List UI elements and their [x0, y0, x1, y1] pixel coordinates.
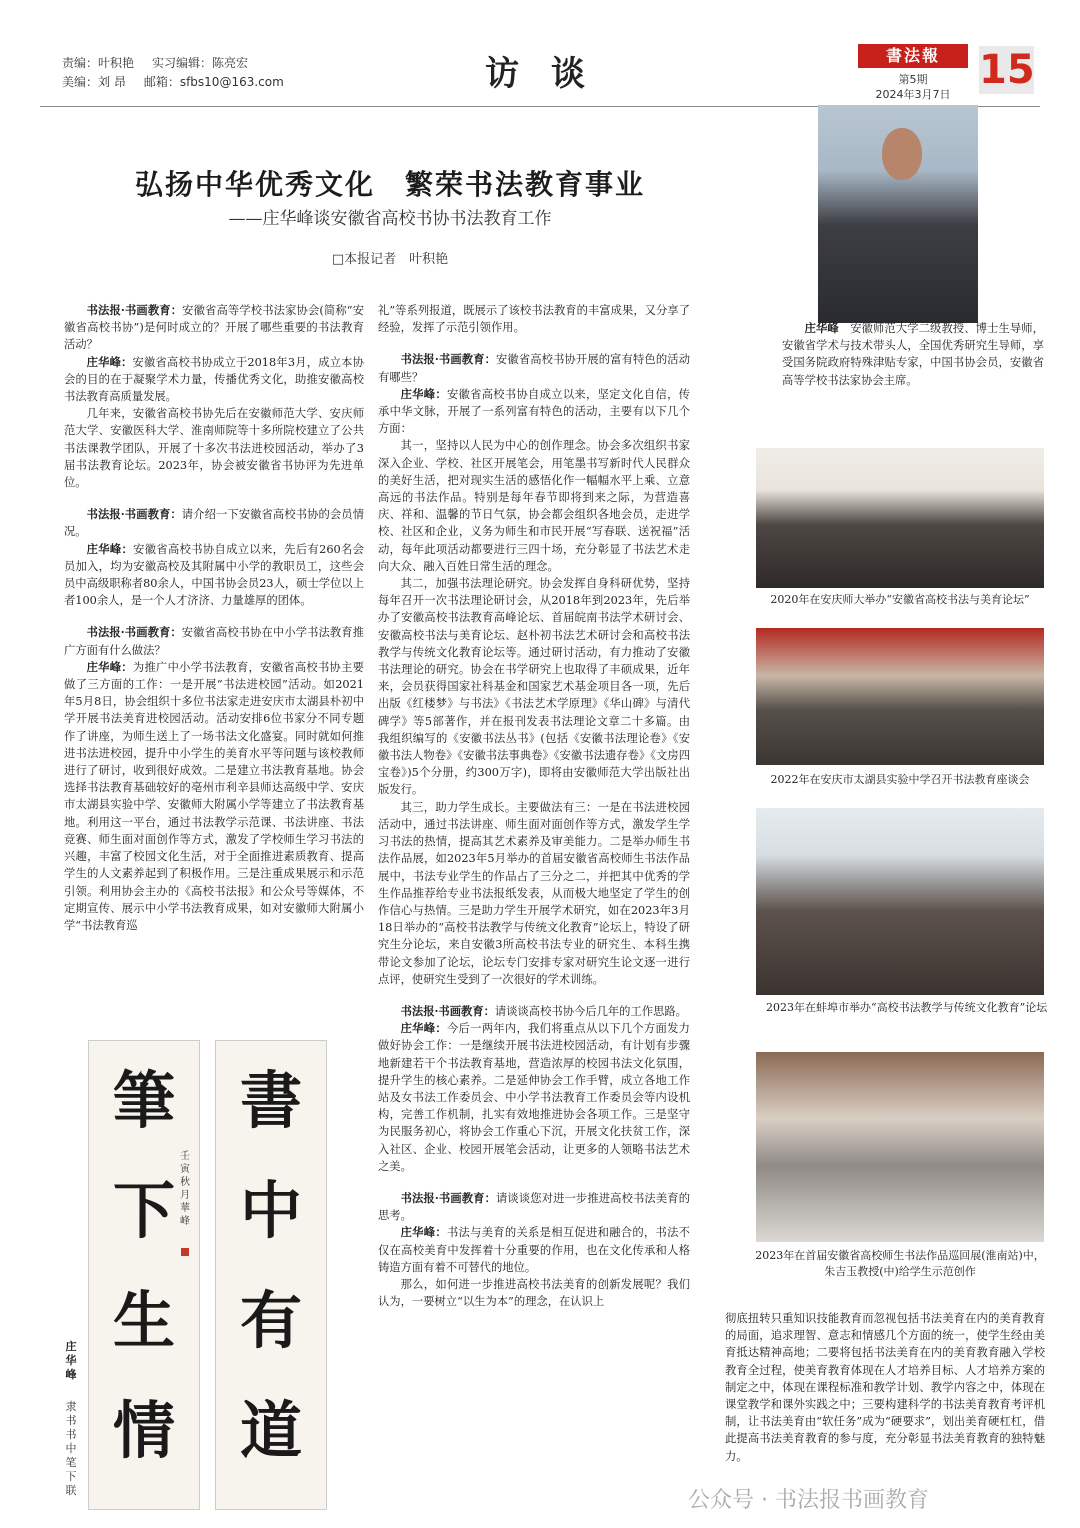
paragraph-text: 请谈谈您对进一步推进高校书法美育的思考。 [378, 1191, 690, 1223]
paragraph-text: 其一，坚持以人民为中心的创作理念。协会多次组织书家深入企业、学校、社区开展笔会，用笔墨书写新时代人民群众的美好生活，把对现实生活的感悟化作一幅幅水平上乘、立意高远的书法作品。特别是每年春节即将到来之际，为营造喜庆、祥和、温馨的节日气氛，协会都会组织各地会员，走进学校、社区和企业，义务为师生和市民开展“写春联、送祝福”活动，每年此项活动都要进行三四十场，充分彰显了书法艺术走向大众、融入百姓日常生活的理念。 [378, 439, 690, 573]
interview-answer [378, 386, 690, 438]
interview-answer [378, 1224, 690, 1276]
speaker-label: 庄华峰： [86, 541, 134, 556]
calligraphy-char: 有 [239, 1284, 302, 1357]
speaker-label: 书法报·书画教育： [400, 1003, 495, 1018]
portrait-face [882, 128, 922, 180]
paragraph-text: 安徽省高校书协自成立以来，先后有260名会员加入，均为安徽高校及其附属中小学的教职员工，这些会员中高级职称者80余人，中国书协会员23人，硕士学位以上者100余人，是一个人才济济、力量雄厚的团体。 [64, 542, 364, 608]
portrait-caption [782, 320, 1044, 389]
paragraph-text: 安徽省高校书协在中小学书法教育推广方面有什么做法？ [64, 626, 364, 657]
page-number: 15 [976, 46, 1034, 94]
interview-answer [64, 354, 364, 406]
paragraph-text: 几年来，安徽省高校书协先后在安徽师范大学、安庆师范大学、安徽医科大学、淮南师院等十多所院校建立了公共书法课教学团队，开展了十多次书法进校园活动，举办了3届书法教育论坛。2023年，协会被安徽省书协评为先进单位。 [64, 407, 364, 490]
paragraph-text: 为推广中小学书法教育，安徽省高校书协主要做了三方面的工作：一是开展“书法进校园”活动。如2021年5月8日，协会组织十多位书法家走进安庆市太湖县朴初中学开展书法美育进校园活动。活动安排6位书家分不同专题作了讲座，为师生送上了一场书法文化盛宴。同时就如何推进书法进校园，提升中小学生的美育水平等问题与该校教师进行了研讨，收到很好成效。二是建立书法教育基地。协会选择书法教育基础较好的亳州市利辛县师达高级中学、安庆市太湖县实验中学、安徽师大附属小学等建立了书法教育基地。利用这一平台，通过书法教学示范课、书法讲座、书法竞赛、师生面对面创作等方式，激发了学校师生学习书法的兴趣，丰富了校园文化生活，对于全面推进素质教育、提高学生的人文素养起到了积极作用。三是注重成果展示和示范引领。利用协会主办的《高校书法报》和公众号等媒体，不定期宣传、展示中小学书法教育成果，如对安徽师大附属小学“书法教育巡 [64, 660, 364, 932]
speaker-label: 书法报·书画教育： [400, 1190, 496, 1205]
photo-caption-3: 2023年在蚌埠市举办“高校书法教学与传统文化教育”论坛 [766, 1001, 1048, 1014]
interview-answer [64, 659, 364, 934]
speaker-label: 庄华峰： [400, 386, 447, 401]
speaker-label: 书法报·书画教育： [86, 507, 182, 522]
interview-question [64, 302, 364, 354]
editor-credit: 责编：叶积艳 [62, 56, 135, 70]
paragraph-text: 安徽省高校书协自成立以来，坚定文化自信，传承中华文脉，开展了一系列富有特色的活动，主要有以下几个方面： [378, 387, 690, 436]
speaker-label: 庄华峰： [86, 659, 133, 674]
interview-answer [378, 1020, 690, 1175]
paragraph [378, 1276, 690, 1310]
paragraph-text: 礼”等系列报道，既展示了该校书法教育的丰富成果，又分享了经验，发挥了示范引领作用。 [378, 304, 690, 335]
calligraphy-inscription: 壬寅秋月華峰 [180, 1151, 190, 1227]
paragraph [378, 575, 690, 799]
article-subtitle: ——庄华峰谈安徽省高校书协书法教育工作 [228, 209, 552, 229]
issue-date: 2024年3月7日 [875, 88, 951, 101]
photo-caption-2: 2022年在安庆市太湖县实验中学召开书法教育座谈会 [770, 773, 1030, 786]
email-credit: 邮箱：sfbs10@163.com [143, 75, 284, 89]
photo-exhibition-2023 [756, 1052, 1044, 1242]
photo-forum-2023 [756, 808, 1044, 995]
speaker-label: 书法报·书画教育： [400, 352, 496, 367]
paragraph-text: 其二，加强书法理论研究。协会发挥自身科研优势，坚持每年召开一次书法理论研讨会，从2018年到2023年，先后举办了安徽高校书法教育高峰论坛、首届皖南书法学术研讨会、安徽高校书法与美育论坛、赵朴初书法艺术研讨会和高校书法教学与传统文化教育论坛等。通过研讨活动，有力推动了安徽书法理论的研究。协会在书学研究上也取得了丰硕成果，近年来，会员获得国家社科基金和国家艺术基金项目各一项，先后出版《红楼梦》与书法》《书法艺术学原理》《华山碑》与清代碑学》等5部著作，并在报刊发表书法理论文章二十多篇。由我组织编写的《安徽书法丛书》(包括《安徽书法理论卷》《安徽书法人物卷》《安徽书法事典卷》《安徽书法遗存卷》《文房四宝卷》)5个分册，约300万字)，即将由安徽师范大学出版社出版发行。 [378, 577, 690, 797]
calligraphy-char: 中 [239, 1174, 302, 1247]
photo-caption-1: 2020年在安庆师大举办“安徽省高校书法与美育论坛” [770, 593, 1030, 606]
speaker-label: 庄华峰： [400, 1021, 447, 1036]
calligraphy-char: 下 [112, 1174, 175, 1247]
issue-number: 第5期 [898, 73, 928, 86]
paragraph [378, 302, 690, 336]
designer-credit: 美编：刘 昂 [62, 75, 126, 89]
calligraphy-char: 書 [239, 1064, 302, 1137]
paragraph-text: 彻底扭转只重知识技能教育而忽视包括书法美育在内的美育教育的局面，追求理智、意志和情感几个方面的统一，使学生经由美育抵达精神高地；二要将包括书法美育在内的美育教育融入学校教育全过程，使美育教育体现在人才培养目标、人才培养方案的制定之中，体现在课程标准和教学计划、教学内容之中，体现在课堂教学和课外实践之中；三要构建科学的书法美育教育考评机制，让书法美育由“软任务”成为“硬要求”，划出美育硬杠杠，借此提高书法美育教育的参与度，充分彰显书法美育教育的独特魅力。 [725, 1312, 1045, 1463]
interview-question [64, 506, 364, 540]
calligraphy-char: 道 [239, 1394, 302, 1467]
portrait-caption-text: 安徽师范大学二级教授、博士生导师，安徽省学术与技术带头人，全国优秀研究生导师，享受国务院政府特殊津贴专家，中国书协会员，安徽省高等学校书法家协会主席。 [782, 322, 1044, 387]
paragraph [378, 799, 690, 988]
paragraph [64, 405, 364, 491]
paragraph-text: 请介绍一下安徽省高校书协的会员情况。 [64, 508, 364, 539]
photo-forum-2020 [756, 448, 1044, 588]
interview-question [378, 1190, 690, 1224]
text-column-3 [725, 1310, 1045, 1465]
paragraph-text: 书法与美育的关系是相互促进和融合的，书法不仅在高校美育中发挥着十分重要的作用，也在文化传承和人格铸造方面有着不可替代的地位。 [378, 1226, 690, 1274]
calligraphy-author-label: 庄华峰 [65, 1340, 77, 1381]
paragraph-text: 那么，如何进一步推进高校书法美育的创新发展呢？我们认为，一要树立“以生为本”的理念，在认识上 [378, 1277, 690, 1309]
paragraph [378, 437, 690, 575]
photo-caption-4: 2023年在首届安徽省高校师生书法作品巡回展(淮南站)中，朱吉玉教授(中)给学生示范创作 [755, 1249, 1045, 1278]
intern-editor-credit: 实习编辑：陈亮宏 [152, 56, 249, 70]
calligraphy-char: 情 [112, 1394, 175, 1467]
text-column-2 [378, 302, 690, 1310]
calligraphy-char: 生 [112, 1284, 175, 1357]
newspaper-logo: 書法報 [858, 44, 968, 68]
interview-answer [64, 541, 364, 610]
paragraph-text: 安徽省高等学校书法家协会(简称“安徽省高校书协”)是何时成立的？开展了哪些重要的书法教育活动？ [64, 304, 365, 352]
interview-question [64, 624, 364, 658]
photo-seminar-2022 [756, 628, 1044, 765]
paragraph-text: 安徽省高校书协成立于2018年3月，成立本协会的目的在于凝聚学术力量，传播优秀文化，助推安徽高校书法教育高质量发展。 [64, 355, 364, 404]
paragraph-text: 其三，助力学生成长。主要做法有三：一是在书法进校园活动中，通过书法讲座、师生面对面创作等方式，激发学生学习书法的热情，提高其艺术素养及审美能力。二是举办师生书法作品展，如2023年5月举办的首届安徽省高校师生书法作品展中，书法专业学生的作品占了三分之二，并把其中优秀的学生作品推荐给专业书法报纸发表，从而极大地坚定了学生的创作信心与热情。三是助力学生开展学术研究，如在2023年3月18日举办的“高校书法教学与传统文化教育”论坛上，特设了研究生分论坛，来自安徽3所高校书法专业的研究生、本科生携带论文参加了论坛，论坛专门安排专家对研究生论文逐一进行点评，使研究生受到了一次很好的学术训练。 [378, 800, 690, 986]
calligraphy-author-sub: 隶书书中笔下联 [65, 1400, 77, 1497]
paragraph-text: 请谈谈高校书协今后几年的工作思路。 [494, 1004, 687, 1018]
interview-question [378, 351, 690, 385]
wechat-watermark: 公众号 · 书法报书画教育 [688, 1488, 929, 1513]
interview-question [378, 1003, 690, 1020]
speaker-label: 书法报·书画教育： [86, 303, 183, 317]
portrait-caption-name: 庄华峰 [804, 321, 839, 335]
section-title: 访 谈 [485, 54, 595, 94]
speaker-label: 庄华峰： [400, 1225, 447, 1240]
calligraphy-char: 筆 [112, 1064, 175, 1137]
text-column-1 [64, 302, 364, 934]
article-byline: □本报记者 叶积艳 [331, 252, 449, 267]
speaker-label: 书法报·书画教育： [86, 625, 182, 640]
issue-info [858, 72, 968, 102]
paragraph [725, 1310, 1045, 1465]
speaker-label: 庄华峰： [86, 354, 133, 369]
seal-stamp [181, 1248, 189, 1256]
article-title: 弘扬中华优秀文化 繁荣书法教育事业 [134, 168, 645, 201]
paragraph-text: 安徽省高校书协开展的富有特色的活动有哪些？ [378, 353, 690, 384]
paragraph-text: 今后一两年内，我们将重点从以下几个方面发力做好协会工作：一是继续开展书法进校园活动，有计划有步骤地新建若干个书法教育基地，营造浓厚的校园书法文化氛围，提升学生的核心素养。二是延伸协会工作手臂，成立各地工作站及女书法工作委员会、中小学书法教育工作委员会等内设机构，完善工作机制，扎实有效地推进协会各项工作。三是坚守为民服务初心，将协会工作重心下沉，开展文化扶贫工作，深入社区、企业、校园开展笔会活动，让更多的人领略书法艺术之美。 [378, 1022, 690, 1173]
